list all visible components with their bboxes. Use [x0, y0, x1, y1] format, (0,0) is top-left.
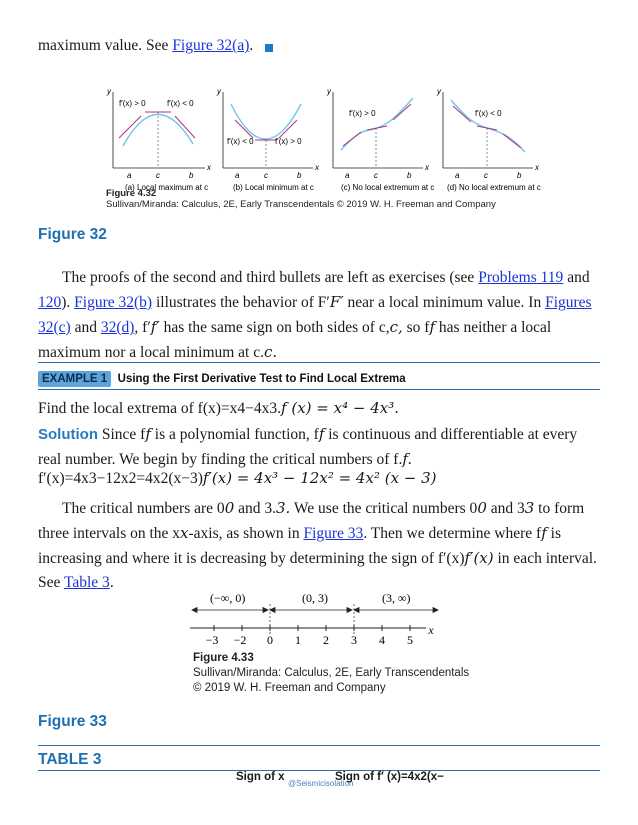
panel-c	[326, 87, 434, 192]
panel-a	[106, 87, 212, 192]
svg-text:a: a	[235, 171, 240, 180]
svg-text:x: x	[315, 163, 319, 172]
find-math: f (x) = x⁴ − 4x³.	[281, 399, 399, 417]
table-3-col-sign-of-fprime: Sign of f′ (x)=4x2(x−	[335, 771, 444, 783]
bookmark-marker-icon[interactable]	[265, 44, 273, 52]
interval-arrows	[192, 608, 438, 613]
svg-text:x: x	[425, 163, 429, 172]
tick-label: 2	[323, 633, 329, 647]
svg-text:f′(x) < 0: f′(x) < 0	[227, 137, 254, 146]
find-line: Find the local extrema of f(x)=x4−4x3.f (x) = x⁴ − 4x³.	[38, 399, 399, 417]
svg-text:(c) No local extremum at c: (c) No local extremum at c	[341, 183, 435, 192]
tick-label: 4	[379, 633, 385, 647]
figure-33-svg	[186, 588, 446, 652]
top-paragraph: maximum value. See Figure 32(a).	[38, 34, 273, 58]
tick-label: −3	[205, 633, 219, 647]
svg-text:x: x	[207, 163, 211, 172]
figure-33-credit-line2: © 2019 W. H. Freeman and Company	[193, 682, 386, 694]
solution-label: Solution	[38, 426, 98, 443]
table-3-top-rule	[38, 745, 600, 746]
table-3-col-sign-of-x: Sign of x	[236, 771, 285, 783]
dashed-dividers	[270, 604, 354, 634]
figure-32-image	[105, 86, 545, 211]
table-3-title: TABLE 3	[38, 751, 102, 768]
figure-32d-link[interactable]: 32(d)	[100, 319, 135, 336]
interval-3-inf: (3, ∞)	[382, 591, 411, 605]
example-header	[38, 369, 406, 387]
tick-label: 1	[295, 633, 301, 647]
tick-label: 0	[267, 633, 273, 647]
figure-32-svg	[105, 86, 545, 211]
svg-text:b: b	[407, 171, 412, 180]
derivative-line: f′(x)=4x3−12x2=4x2(x−3)f′(x) = 4x³ − 12x² = 4x² (x − 3)	[38, 469, 437, 487]
svg-text:c: c	[484, 171, 488, 180]
number-line-tick-labels	[206, 623, 435, 647]
tick-label: 3	[351, 633, 357, 647]
panel-d	[436, 87, 541, 192]
example-bottom-rule	[38, 389, 600, 390]
critical-numbers-paragraph: The critical numbers are 00 and 3.3. We use the critical numbers 00 and 33 to form three intervals on the xx-axis, as shown in Figure 33. Then we determine where ff is increasing and where it is decreasing by determining the sign of f′(x)f′(x) in each interval. See Table 3.	[38, 499, 597, 591]
svg-text:a: a	[455, 171, 460, 180]
svg-text:y: y	[217, 87, 221, 96]
svg-text:(a) Local maximum at c: (a) Local maximum at c	[125, 183, 209, 192]
interval-0-3: (0, 3)	[302, 591, 328, 605]
solution-paragraph: Solution Since ff is a polynomial function, ff is continuous and differentiable at every real number. We begin by finding the critical numbers of f.f.	[38, 425, 578, 468]
figure-4-32-label: Figure 4.32	[106, 188, 157, 199]
interval-neg-inf-0: (−∞, 0)	[210, 591, 246, 605]
example-top-rule	[38, 362, 600, 363]
svg-text:(d) No local extremum at c: (d) No local extremum at c	[447, 183, 541, 192]
example-badge: EXAMPLE 1	[38, 371, 111, 387]
svg-text:y: y	[107, 87, 111, 96]
figure-4-33-label: Figure 4.33	[193, 652, 254, 664]
figure-33-link[interactable]: Figure 33	[303, 525, 364, 542]
panel-b	[216, 87, 320, 192]
example-title: Using the First Derivative Test to Find Local Extrema	[117, 373, 406, 385]
figure-32-credit: Sullivan/Miranda: Calculus, 2E, Early Transcendentals © 2019 W. H. Freeman and Company	[106, 199, 496, 210]
svg-text:c: c	[374, 171, 378, 180]
svg-text:x: x	[535, 163, 539, 172]
figure-33-image	[186, 588, 446, 652]
svg-text:f′(x) < 0: f′(x) < 0	[475, 109, 502, 118]
svg-text:b: b	[297, 171, 302, 180]
svg-text:a: a	[345, 171, 350, 180]
figure-33-caption: Figure 33	[38, 713, 107, 730]
figure-32a-link[interactable]: Figure 32(a)	[172, 37, 250, 54]
svg-text:f′(x) < 0: f′(x) < 0	[167, 99, 194, 108]
svg-text:c: c	[156, 171, 160, 180]
svg-text:f′(x) > 0: f′(x) > 0	[119, 99, 146, 108]
svg-text:f′(x) > 0: f′(x) > 0	[275, 137, 302, 146]
figure-32-caption: Figure 32	[38, 226, 107, 243]
svg-text:(b) Local minimum at c: (b) Local minimum at c	[233, 183, 314, 192]
interval-labels	[210, 591, 411, 605]
svg-text:y: y	[327, 87, 331, 96]
svg-text:y: y	[437, 87, 441, 96]
table-3-link[interactable]: Table 3	[63, 574, 110, 591]
derivative-math: f′(x) = 4x³ − 12x² = 4x² (x − 3)	[202, 469, 437, 487]
figure-32b-link[interactable]: Figure 32(b)	[74, 294, 153, 311]
tick-label: −2	[233, 633, 247, 647]
problem-120-link[interactable]: 120	[38, 294, 62, 311]
svg-text:b: b	[517, 171, 522, 180]
figures-32c-link[interactable]: Figures 32(c)	[38, 294, 592, 336]
svg-text:f′(x) > 0: f′(x) > 0	[349, 109, 376, 118]
tick-label: 5	[407, 633, 413, 647]
svg-text:a: a	[127, 171, 132, 180]
watermark: @Seismicisolation	[288, 779, 354, 788]
figure-33-credit-line1: Sullivan/Miranda: Calculus, 2E, Early Transcendentals	[193, 667, 470, 679]
svg-text:b: b	[189, 171, 194, 180]
svg-text:c: c	[264, 171, 268, 180]
problems-119-link[interactable]: Problems 119	[478, 269, 564, 286]
proofs-paragraph: The proofs of the second and third bullets are left as exercises (see Problems 119 and 120). Figure 32(b) illustrates the behavior of F′F′ near a local minimum value. In Figures 32(c) and 32(d), f′f′ has the same sign on both sides of c,c, so ff has neither a local maximum nor a local minimum at c.c.	[38, 269, 592, 361]
axis-label: x	[428, 623, 434, 637]
table-3-header-rule	[38, 770, 600, 771]
